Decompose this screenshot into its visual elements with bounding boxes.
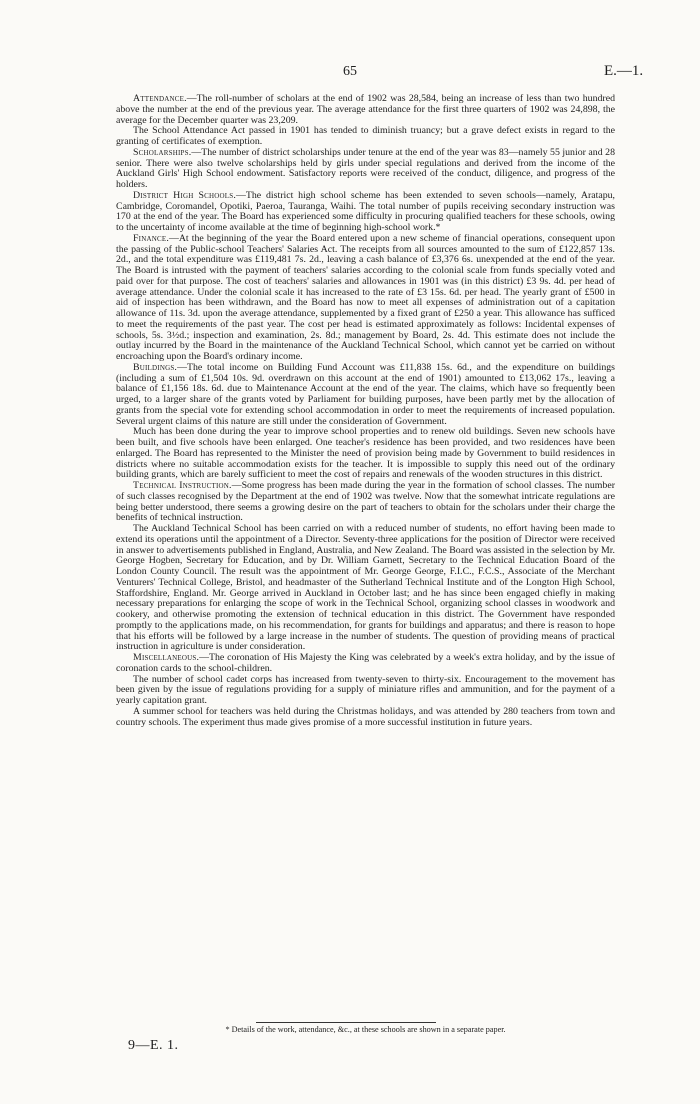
paragraph-summer-school <box>116 707 615 729</box>
paragraph-text: —The district high school scheme has been extended to seven schools—namely, Aratapu, Cambridge, Coromandel, Opotiki, Paeroa, Tauranga, Waihi. The total number of pupils receiving secondary instruction was 170 at the end of the year. The Board has experienced some difficulty in procuring qualified teachers for these schools, owing to the uncertainty of income available at the time of beginning high-school work.* <box>116 189 615 233</box>
section-heading: Technical Instruction. <box>133 480 232 491</box>
section-heading: District High Schools. <box>133 189 237 201</box>
paragraph-miscellaneous <box>116 653 615 675</box>
section-heading: Scholarships. <box>133 146 192 158</box>
paragraph-text: A summer school for teachers was held during the Christmas holidays, and was attended by 280 teachers from town and country schools. The experiment thus made gives promise of a more successful institution in future years. <box>116 705 615 728</box>
paragraph-text: The number of school cadet corps has increased from twenty-seven to thirty-six. Encouragement to the movement has been given by the issue of regulations providing for a supply of miniature rifles and ammunition, and for the payment of a yearly capitation grant. <box>116 673 615 706</box>
paragraph-scholarships <box>116 148 615 191</box>
footnote: * Details of the work, attendance, &c., at these schools are shown in a separate paper. <box>225 1025 506 1034</box>
paragraph-attendance <box>116 94 615 126</box>
section-heading: Attendance. <box>133 93 187 104</box>
paragraph-text: —At the beginning of the year the Board entered upon a new scheme of financial operations, consequent upon the passing of the Public-school Teachers' Salaries Act. The receipts from all sources amounted to the sum of £122,857 13s. 2d., and the total expenditure was £119,481 7s. 2d., leaving a cash balance of £3,376 6s. unexpended at the end of the year. The Board is intrusted with the payment of teachers' salaries according to the colonial scale from funds specially voted and paid over for that purpose. The cost of teachers' salaries and allowances in 1901 was (in this district) £3 9s. 4d. per head of average attendance. Under the colonial scale it has increased to the rate of £3 15s. 6d. per head. The yearly grant of £500 in aid of inspection has been withdrawn, and the Board has now to meet all expenses of administration out of a capitation allowance of 11s. 3d. upon the average attendance, supplemented by a fixed grant of £250 a year. This allowance has sufficed to meet the requirements of the past year. The cost per head is estimated approximately as follows: Incidental expenses of schools, 5s. 3½d.; inspection and examination, 2s. 8d.; management by Board, 2s. 4d. This estimate does not include the outlay incurred by the Board in the maintenance of the Auckland Technical School, which cannot yet be carried on without encroaching upon the Board's ordinary income. <box>116 232 615 362</box>
section-heading: Buildings. <box>133 361 178 373</box>
report-body <box>116 94 615 728</box>
paragraph-text: The Auckland Technical School has been carried on with a reduced number of students, no effort having been made to extend its operations until the appointment of a Director. Seventy-three applications for the position of Director were received in answer to advertisements published in England, Australia, and New Zealand. The Board was assisted in the selection by Mr. George Hogben, Secretary for Education, and by Dr. William Garnett, Secretary to the Technical Education Board of the London County Council. The result was the appointment of Mr. George George, F.I.C., F.C.S., Associate of the Merchant Venturers' Technical College, Bristol, and headmaster of the Sutherland Technical Institute and of the Longton High School, Staffordshire, England. Mr. George arrived in Auckland in October last; and he has since been engaged chiefly in making necessary preparations for enlarging the scope of work in the Technical School, organizing school classes in woodwork and cookery, and otherwise promoting the extension of technical education in this district. The Government have responded promptly to the applications made, on his recommendation, for grants for buildings and apparatus; and there is reason to hope that his efforts will be followed by a large increase in the number of students. The question of providing means of practical instruction in agriculture is under consideration. <box>116 523 615 653</box>
paragraph-text: —The roll-number of scholars at the end of 1902 was 28,584, being an increase of less than two hundred above the number at the end of the previous year. The average attendance for the first three quarters of 1902 was 24,898, the average for the December quarter was 23,209. <box>116 93 615 126</box>
paragraph-cadet-corps <box>116 675 615 707</box>
paragraph-text: The School Attendance Act passed in 1901 has tended to diminish truancy; but a grave defect exists in regard to the granting of certificates of exemption. <box>116 125 615 147</box>
paragraph-text: —The number of district scholarships under tenure at the end of the year was 83—namely 55 junior and 28 senior. There were also twelve scholarships held by girls under special regulations and derived from the income of the Auckland Girls' High School endowment. Satisfactory reports were received of the conduct, diligence, and progress of the holders. <box>116 146 615 190</box>
paragraph-technical-instruction <box>116 481 615 524</box>
document-reference: E.—1. <box>604 63 644 79</box>
printer-signature: 9—E. 1. <box>128 1038 179 1053</box>
paragraph-text: —The coronation of His Majesty the King was celebrated by a week's extra holiday, and by the issue of coronation cards to the school-children. <box>116 652 615 674</box>
section-heading: Miscellaneous. <box>133 652 200 663</box>
paragraph-technical-school <box>116 524 615 653</box>
section-heading: Finance. <box>133 232 169 244</box>
paragraph-text: —The total income on Building Fund Account was £11,838 15s. 6d., and the expenditure on buildings (including a sum of £1,504 10s. 9d. overdrawn on this account at the end of 1901) amounted to £13,062 17s., leaving a balance of £1,156 18s. 6d. due to Maintenance Account at the end of the year. The claims, which have so frequently been urged, to a larger share of the grants voted by Parliament for building purposes, have been partly met by the allocation of grants from the special vote for extending school accommodation in order to meet the requirements of increased population. Several urgent claims of this nature are still under the consideration of Government. <box>116 361 615 427</box>
paragraph-text: Much has been done during the year to improve school properties and to renew old buildings. Seven new schools have been built, and five schools have been enlarged. One teacher's residence has been provided, and two residences have been enlarged. The Board has represented to the Minister the need of provision being made by Government to build residences in districts where no suitable accommodation exists for the teacher. It is impossible to supply this need out of the ordinary building grants, which are barely sufficient to meet the cost of repairs and renewals of the wooden structures in this district. <box>116 426 615 481</box>
paragraph-attendance-act <box>116 126 615 148</box>
paragraph-school-properties <box>116 427 615 481</box>
paragraph-district-high-schools <box>116 191 615 234</box>
paragraph-text: —Some progress has been made during the year in the formation of school classes. The number of such classes recognised by the Department at the end of 1902 was twelve. Now that the somewhat intricate regulations are being better understood, there seems a growing desire on the part of teachers to obtain for the scholars under their charge the benefits of technical instruction. <box>116 480 615 524</box>
footnote-divider <box>256 1022 436 1023</box>
paragraph-buildings <box>116 363 615 428</box>
paragraph-finance <box>116 234 615 363</box>
page-number: 65 <box>343 64 357 79</box>
